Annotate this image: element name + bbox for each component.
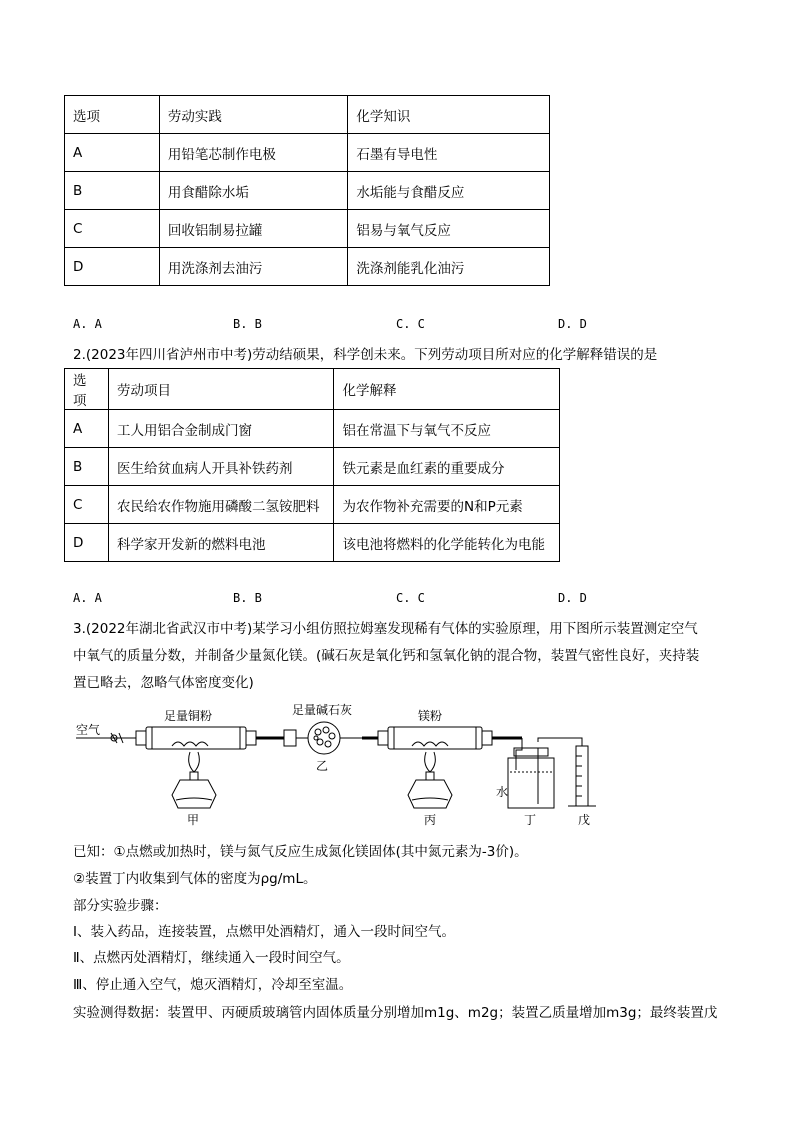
table-row [65,448,560,486]
label-wu: 戊 [578,813,591,827]
header-cell: 选项 [65,369,109,410]
option-c[interactable]: C. C [396,591,425,605]
label-bing: 丙 [424,813,437,827]
option-a[interactable]: A. A [73,317,102,331]
question-3-stem-line: 3.(2022年湖北省武汉市中考)某学习小组仿照拉姆塞发现稀有气体的实验原理，用下图所示装置测定空气 [73,621,698,637]
header-cell: 化学知识 [348,96,550,134]
table-row [65,410,560,448]
question-3-stem-line: 中氧气的质量分数，并制备少量氮化镁。(碱石灰是氧化钙和氢氧化钠的混合物，装置气密性良好，夹持装 [73,648,700,664]
label-yi: 乙 [316,759,329,773]
table-cell: D [65,524,109,562]
table-row [65,210,550,248]
table-row [65,248,550,286]
option-d[interactable]: D. D [558,317,587,331]
label-soda-lime: 足量碱石灰 [292,703,353,717]
table-cell: A [65,410,109,448]
table-row [65,172,550,210]
tube-bing-icon [378,727,492,749]
alcohol-lamp-icon [172,752,216,808]
header-cell: 劳动实践 [159,96,348,134]
data-line: 实验测得数据：装置甲、丙硬质玻璃管内固体质量分别增加m1g、m2g；装置乙质量增加m3g；最终装置戊 [73,1005,718,1021]
alcohol-lamp-icon [408,752,452,808]
step-line: Ⅲ、停止通入空气，熄灭酒精灯，冷却至室温。 [73,977,353,993]
table-cell: 用铅笔芯制作电极 [159,134,348,172]
table-cell: 铝在常温下与氧气不反应 [334,410,560,448]
table-cell: 回收铝制易拉罐 [159,210,348,248]
table-cell: 铁元素是血红素的重要成分 [334,448,560,486]
option-a[interactable]: A. A [73,591,102,605]
option-c[interactable]: C. C [396,317,425,331]
table-row [65,134,550,172]
known-line: 已知：①点燃或加热时，镁与氮气反应生成氮化镁固体(其中氮元素为-3价)。 [73,844,528,860]
table-cell: 水垢能与食醋反应 [348,172,550,210]
table-cell: 科学家开发新的燃料电池 [108,524,334,562]
option-b[interactable]: B. B [233,591,262,605]
label-water: 水 [496,785,509,799]
gas-bottle-ding-icon [508,738,582,808]
label-copper: 足量铜粉 [164,709,213,723]
table-cell: A [65,134,160,172]
question-3-stem-line: 置已略去，忽略气体密度变化) [73,675,254,691]
table-cell: 用食醋除水垢 [159,172,348,210]
table-cell: 铝易与氧气反应 [348,210,550,248]
table-cell: 农民给农作物施用磷酸二氢铵肥料 [108,486,334,524]
table-cell: B [65,172,160,210]
table-cell: 医生给贫血病人开具补铁药剂 [108,448,334,486]
option-d[interactable]: D. D [558,591,587,605]
tube-jia-icon [136,727,256,749]
table-cell: 洗涤剂能乳化油污 [348,248,550,286]
label-ding: 丁 [524,813,537,827]
drying-tube-yi-icon [284,722,368,754]
question-2-stem: 2.(2023年四川省泸州市中考)劳动结硕果，科学创未来。下列劳动项目所对应的化学解释错误的是 [73,347,658,363]
table-cell: D [65,248,160,286]
table-cell: 工人用铝合金制成门窗 [108,410,334,448]
label-jia: 甲 [187,813,200,827]
table-cell: 石墨有导电性 [348,134,550,172]
label-air: 空气 [76,723,101,737]
table-cell: 用洗涤剂去油污 [159,248,348,286]
table-cell: C [65,210,160,248]
header-cell: 选项 [65,96,160,134]
table-header-row [65,96,550,134]
practice-table [64,95,550,286]
steps-title: 部分实验步骤： [73,898,168,914]
table-header-row [65,369,560,410]
measuring-cylinder-wu-icon [568,746,596,806]
table-cell: 为农作物补充需要的N和P元素 [334,486,560,524]
step-line: Ⅰ、装入药品，连接装置，点燃甲处酒精灯，通入一段时间空气。 [73,924,455,940]
apparatus-diagram [72,700,612,830]
label-magnesium: 镁粉 [418,709,443,723]
step-line: Ⅱ、点燃丙处酒精灯，继续通入一段时间空气。 [73,950,350,966]
header-cell: 劳动项目 [108,369,334,410]
option-b[interactable]: B. B [233,317,262,331]
table-row [65,486,560,524]
table-row [65,524,560,562]
table-cell: C [65,486,109,524]
known-line: ②装置丁内收集到气体的密度为ρg/mL。 [73,871,317,887]
table-cell: 该电池将燃料的化学能转化为电能 [334,524,560,562]
table-cell: B [65,448,109,486]
labor-table [64,368,560,562]
header-cell: 化学解释 [334,369,560,410]
